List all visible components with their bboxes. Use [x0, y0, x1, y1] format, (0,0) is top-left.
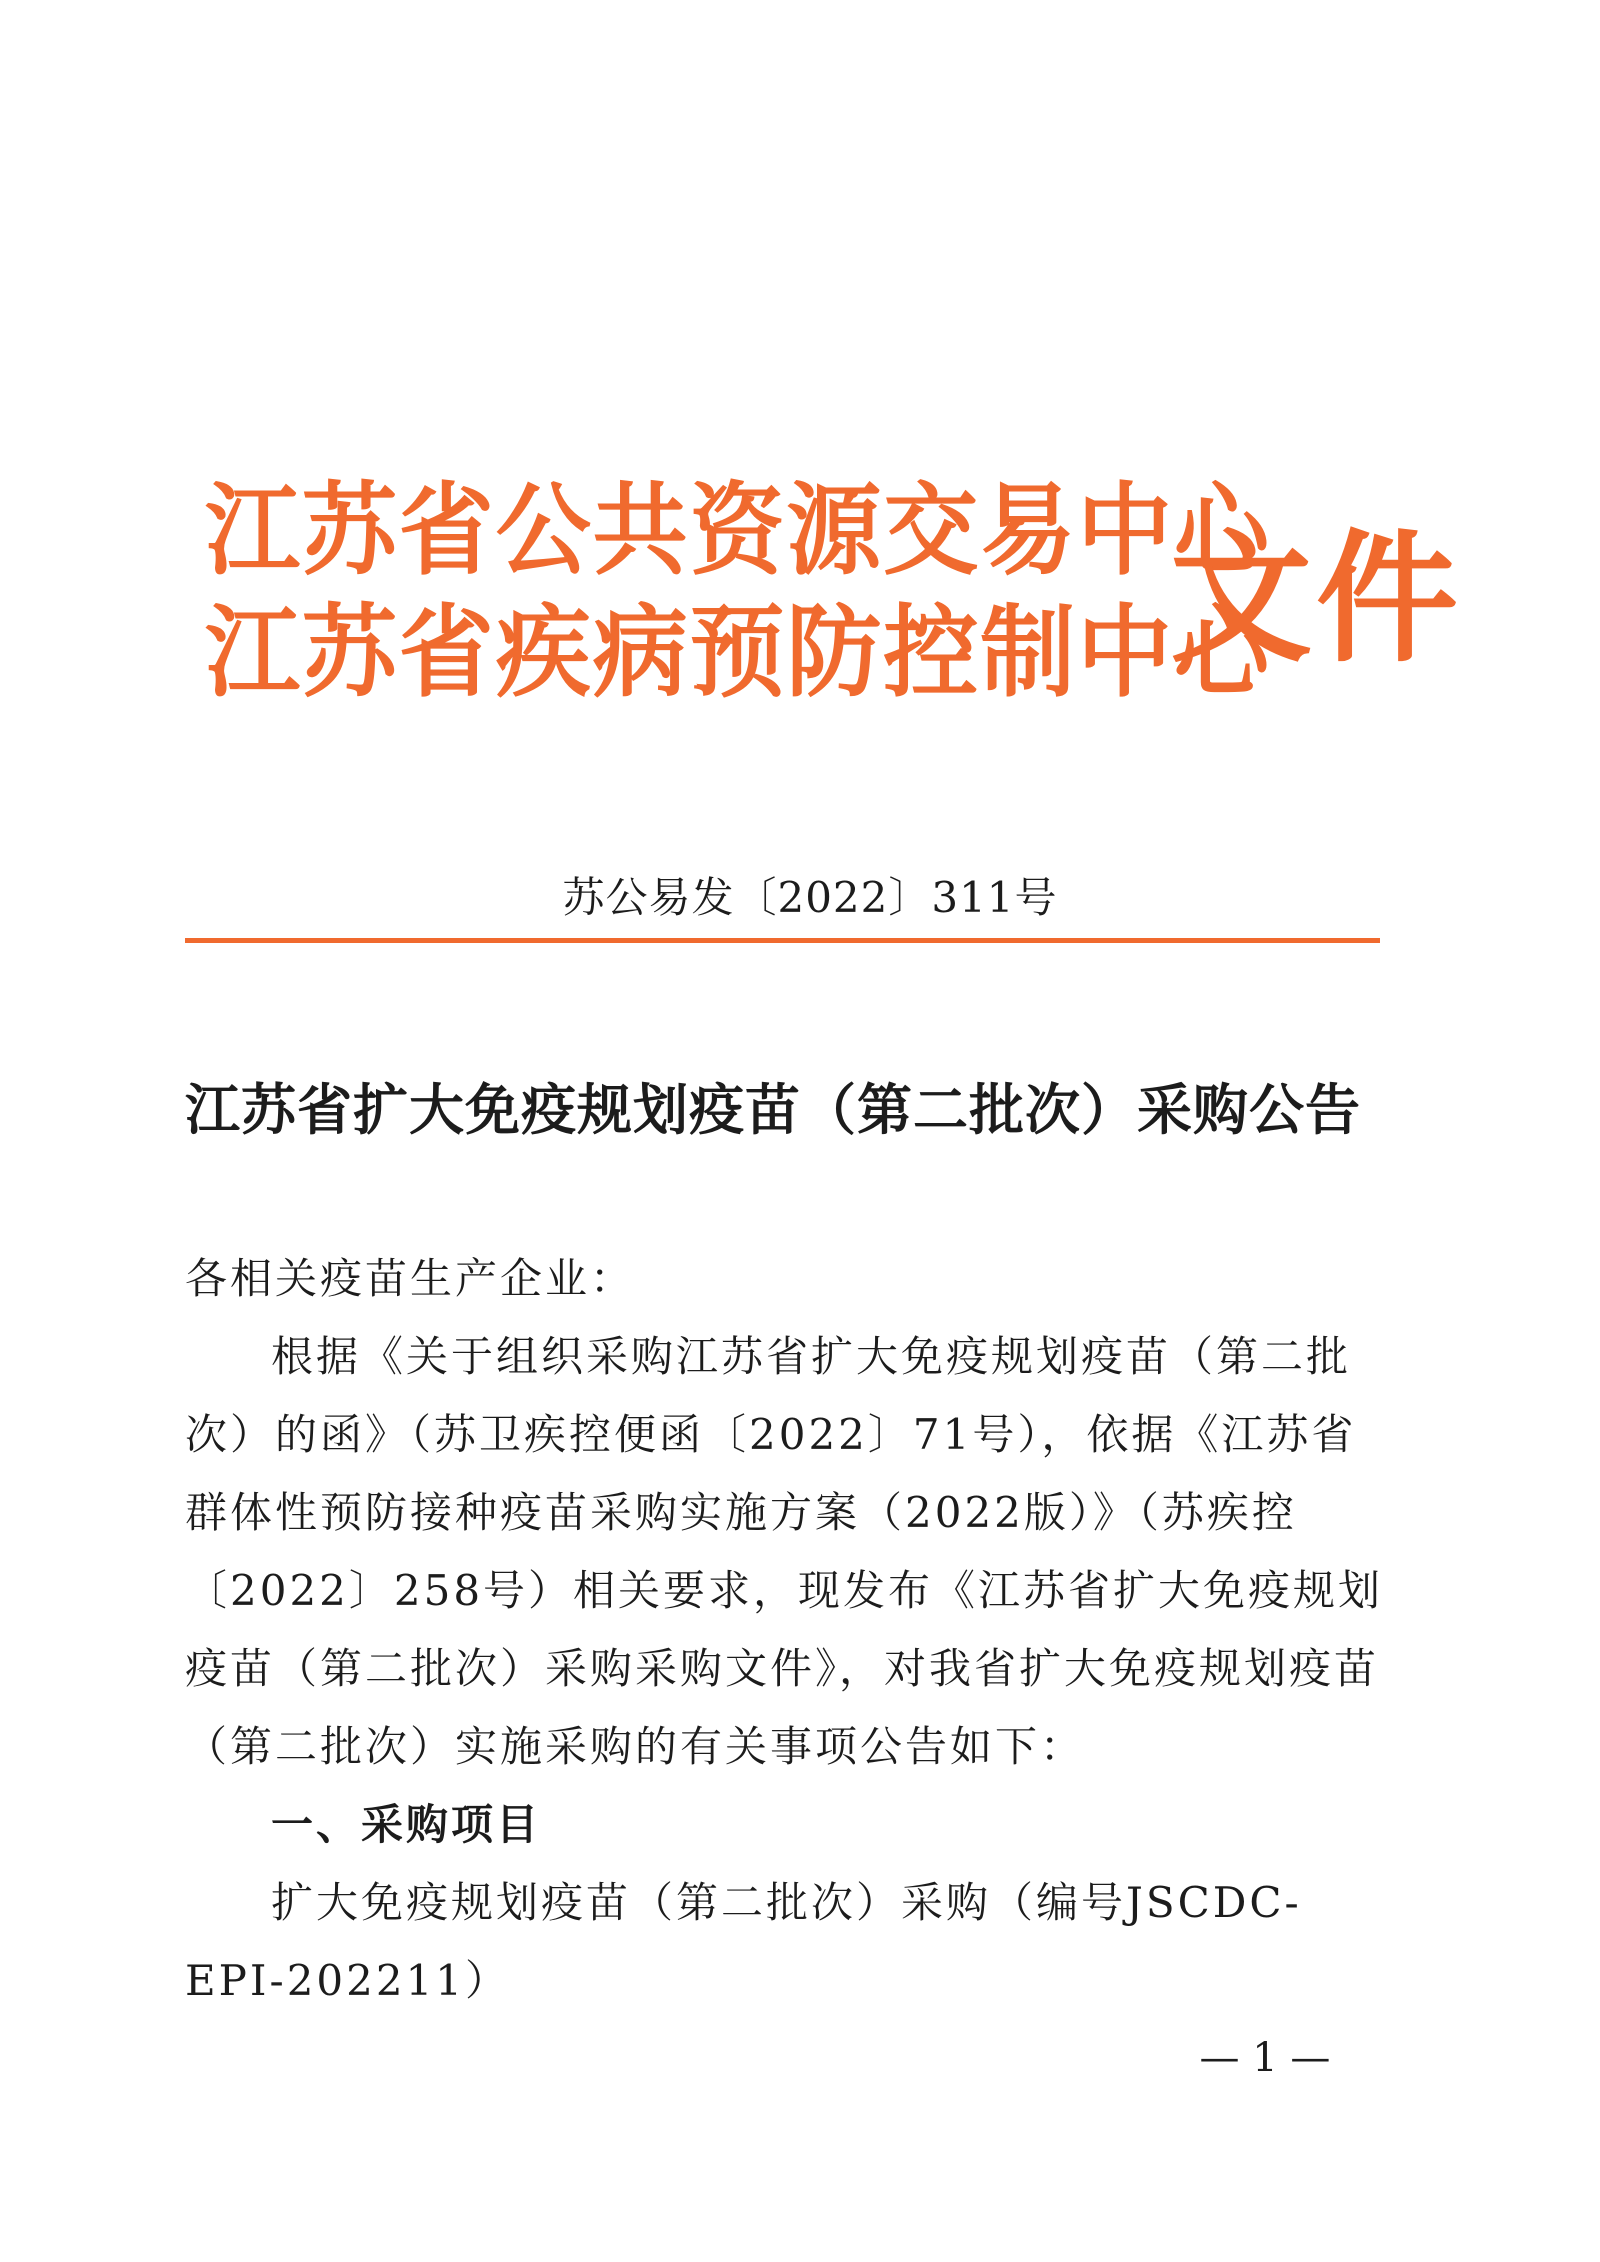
organization-name-2: 江苏省疾病预防控制中心	[205, 594, 1271, 711]
document-title: 江苏省扩大免疫规划疫苗（第二批次）采购公告	[185, 1078, 1362, 1142]
document-number: 苏公易发〔2022〕311号	[562, 873, 1058, 922]
section-content: 扩大免疫规划疫苗（第二批次）采购（编号JSCDC-EPI-202211）	[185, 1878, 1302, 2005]
issuing-organizations	[205, 470, 1271, 714]
page-number: — 1 —	[1199, 2035, 1331, 2081]
intro-paragraph: 根据《关于组织采购江苏省扩大免疫规划疫苗（第二批次）的函》（苏卫疾控便函〔2022〕71号），依据《江苏省群体性预防接种疫苗采购实施方案（2022版）》（苏疾控〔2022〕258号）相关要求，现发布《江苏省扩大免疫规划疫苗（第二批次）采购采购文件》，对我省扩大免疫规划疫苗（第二批次）实施采购的有关事项公告如下：	[185, 1332, 1384, 1771]
organization-name-1: 江苏省公共资源交易中心	[205, 472, 1271, 589]
salutation: 各相关疫苗生产企业：	[185, 1254, 636, 1303]
section-heading: 一、采购项目	[271, 1800, 542, 1849]
document-body	[185, 1240, 1385, 2020]
red-divider-line	[185, 938, 1380, 943]
document-label: 文件	[1170, 517, 1462, 682]
